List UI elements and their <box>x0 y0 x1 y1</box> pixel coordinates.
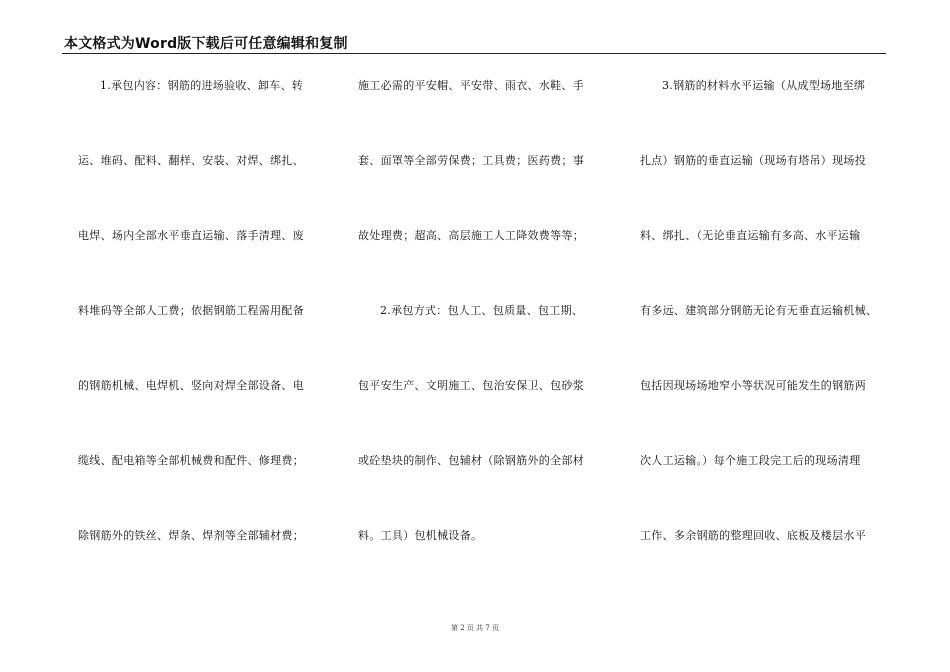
text-line: 3.钢筋的材料水平运输（从成型场地至绑 <box>662 79 866 92</box>
text-line: 次人工运输。）每个施工段完工后的现场清理 <box>640 454 861 467</box>
text-line: 有多远、建筑部分钢筋无论有无垂直运输机械、 <box>640 304 878 317</box>
text-line: 施工必需的平安帽、平安带、雨衣、水鞋、手 <box>358 79 584 92</box>
text-line: 2.承包方式：包人工、包质量、包工期、 <box>380 304 584 317</box>
text-line: 电焊、场内全部水平垂直运输、落手清理、废 <box>78 229 304 242</box>
text-line: 故处理费；超高、高层施工人工降效费等等； <box>358 229 584 242</box>
text-line: 包平安生产、文明施工、包治安保卫、包砂浆 <box>358 379 584 392</box>
text-line: 料堆码等全部人工费；依据钢筋工程需用配备 <box>78 304 304 317</box>
text-line: 1.承包内容：钢筋的进场验收、卸车、转 <box>100 79 304 92</box>
text-line: 套、面罩等全部劳保费；工具费；医药费；事 <box>358 154 584 167</box>
header-divider <box>62 53 886 54</box>
text-line: 缆线、配电箱等全部机械费和配件、修理费； <box>78 454 304 467</box>
text-line: 运、堆码、配料、翻样、安装、对焊、绑扎、 <box>78 154 304 167</box>
text-line: 的钢筋机械、电焊机、竖向对焊全部设备、电 <box>78 379 304 392</box>
text-line: 工作、多余钢筋的整理回收、底板及楼层水平 <box>640 529 866 542</box>
text-line: 除钢筋外的铁丝、焊条、焊剂等全部辅材费； <box>78 529 304 542</box>
text-line: 或砼垫块的制作、包辅材（除钢筋外的全部材 <box>358 454 584 467</box>
page-number: 第 2 页 共 7 页 <box>450 624 500 632</box>
text-line: 料。工具）包机械设备。 <box>358 529 483 542</box>
text-line: 包括因现场场地窄小等状况可能发生的钢筋两 <box>640 379 866 392</box>
document-banner: 本文格式为Word版下载后可任意编辑和复制 <box>64 36 348 52</box>
text-line: 扎点）钢筋的垂直运输（现场有塔吊）现场投 <box>640 154 866 167</box>
text-line: 料、绑扎、（无论垂直运输有多高、水平运输 <box>640 229 861 242</box>
